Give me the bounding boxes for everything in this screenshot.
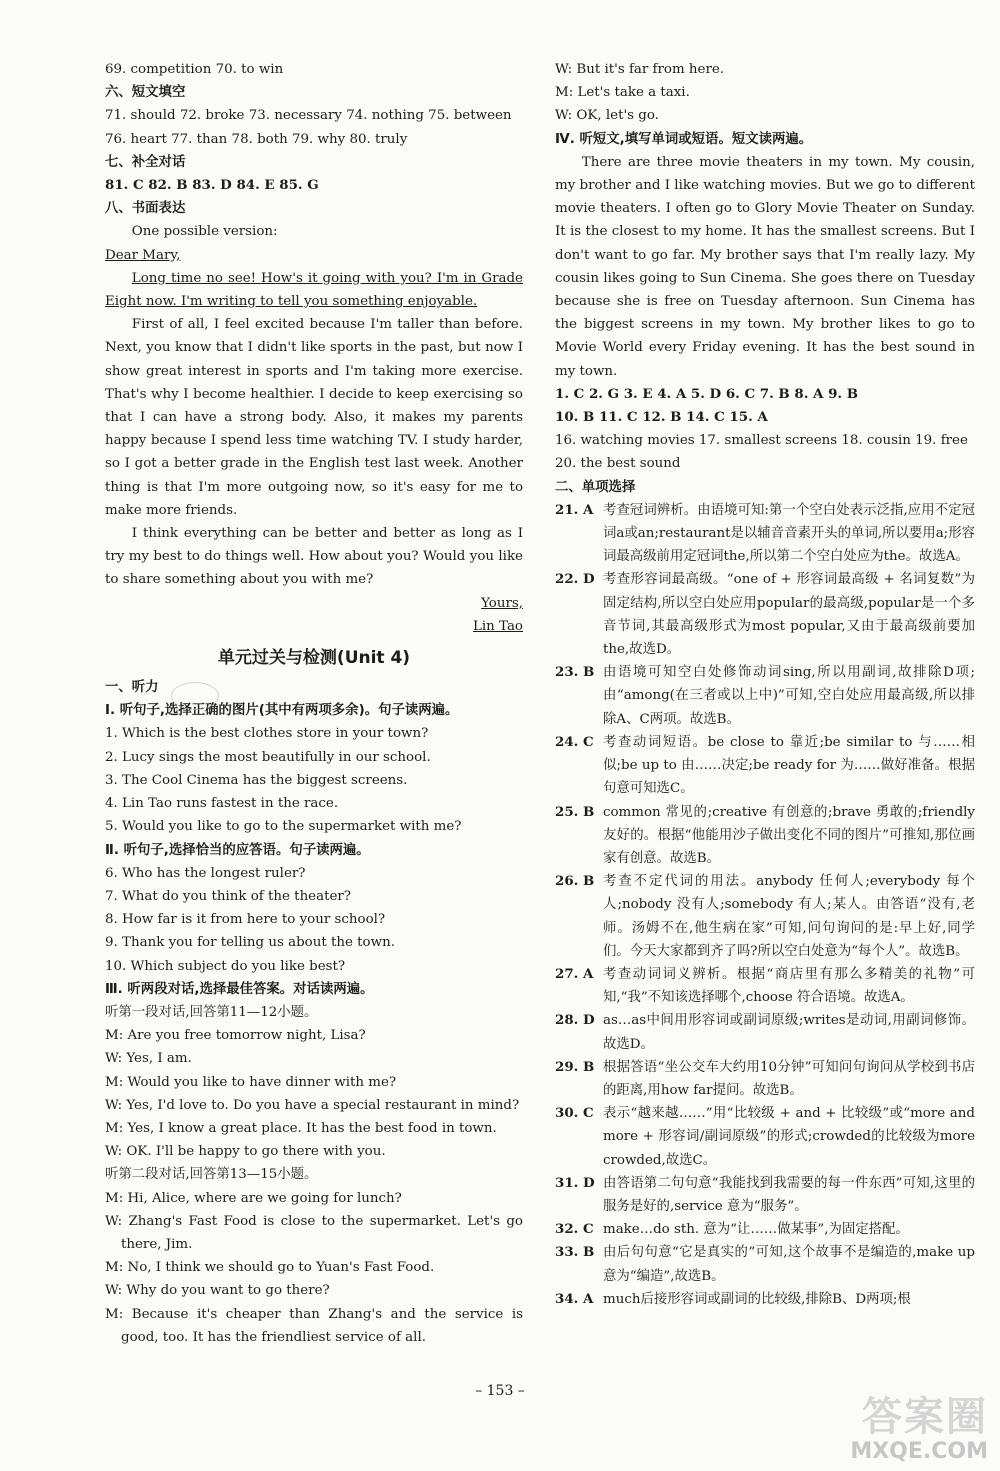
- watermark-url: MXQE.COM: [850, 1439, 988, 1464]
- item-number: 26. B: [555, 873, 595, 890]
- version-label: One possible version:: [131, 224, 278, 240]
- instruction: Ⅱ. 听句子,选择恰当的应答语。句子读两遍。: [105, 842, 370, 858]
- item-text: 考查形容词最高级。“one of + 形容词最高级 + 名词复数”为固定结构,所以空白处应用popular的最高级,popular是一个多音节词,其最高级形式为most popular,又由于最高级前要加the,故选D。: [603, 572, 975, 658]
- item-number: 31. D: [555, 1174, 595, 1191]
- answer-line: 69. competition 70. to win: [105, 62, 284, 77]
- watermark-text: 答案圈: [862, 1394, 988, 1440]
- section-heading: 六、短文填空: [105, 85, 186, 101]
- explanation-item: [555, 1172, 975, 1218]
- explanation-item: [555, 661, 975, 731]
- dialogue-line: W: Yes, I'd love to. Do you have a special restaurant in mind?: [105, 1097, 520, 1113]
- dialogue-heading: 听第一段对话,回答第11—12小题。: [105, 1004, 318, 1020]
- item-number: 24. C: [555, 733, 594, 750]
- letter-closing: Yours,: [481, 595, 523, 611]
- item-number: 21. A: [555, 501, 594, 518]
- explanation-item: [555, 568, 975, 661]
- section-heading: 七、补全对话: [105, 154, 186, 170]
- dialogue-line: W: Yes, I am.: [105, 1051, 192, 1067]
- explanation-item: [555, 1241, 975, 1287]
- item-text: 由答语第二句句意“我能找到我需要的每一件东西”可知,这里的服务是好的,service 意为“服务”。: [603, 1175, 975, 1214]
- dialogue-line: W: But it's far from here.: [555, 62, 725, 77]
- explanation-item: [555, 1102, 975, 1172]
- section-heading: 二、单项选择: [555, 479, 636, 495]
- item-text: 表示“越来越……”用“比较级 + and + 比较级”或“more and more + 形容词/副词原级”的形式;crowded的比较级为more crowded,故选C。: [603, 1106, 975, 1168]
- watermark-logo: [778, 1395, 988, 1467]
- listening-item: 2. Lucy sings the most beautifully in our school.: [105, 749, 431, 765]
- explanation-item: [555, 870, 975, 963]
- item-number: 22. D: [555, 571, 595, 588]
- explanation-item: [555, 963, 975, 1009]
- answer-line: 16. watching movies 17. smallest screens 18. cousin 19. free: [555, 433, 968, 449]
- item-number: 23. B: [555, 664, 595, 681]
- section-heading: 八、书面表达: [105, 201, 186, 217]
- instruction: Ⅰ. 听句子,选择正确的图片(其中有两项多余)。句子读两遍。: [105, 703, 459, 719]
- item-number: 29. B: [555, 1058, 595, 1075]
- dialogue-line: M: Would you like to have dinner with me?: [105, 1074, 397, 1090]
- letter-signature: Lin Tao: [473, 618, 523, 634]
- listening-item: 3. The Cool Cinema has the biggest screens.: [105, 772, 408, 788]
- right-column: [555, 58, 975, 1311]
- dialogue-line: W: Why do you want to go there?: [105, 1283, 330, 1299]
- explanation-list: [555, 499, 975, 1311]
- explanation-item: [555, 1009, 975, 1055]
- answer-line: 1. C 2. G 3. E 4. A 5. D 6. C 7. B 8. A 9. B: [555, 385, 859, 402]
- dialogue-line: M: Because it's cheaper than Zhang's and the service is good, too. It has the friendliest service of all.: [105, 1306, 523, 1345]
- dialogue-line: M: Yes, I know a great place. It has the best food in town.: [105, 1120, 497, 1136]
- item-text: 考查动词词义辨析。根据“商店里有那么多精美的礼物”可知,“我”不知该选择哪个,choose 符合语境。故选A。: [603, 966, 975, 1006]
- item-text: 考查不定代词的用法。anybody 任何人;everybody 每个人;nobody 没有人;somebody 有人;某人。由答语“没有,老师。汤姆不在,他生病在家”可知,问句询问的是:早上好,同学们。今天大家都到齐了吗?所以空白处意为“每个人”。故选B。: [603, 874, 975, 959]
- instruction: Ⅳ. 听短文,填写单词或短语。短文读两遍。: [555, 131, 813, 147]
- answer-line: 81. C 82. B 83. D 84. E 85. G: [105, 177, 319, 194]
- dialogue-heading: 听第二段对话,回答第13—15小题。: [105, 1167, 318, 1183]
- dialogue-line: M: Are you free tomorrow night, Lisa?: [105, 1028, 366, 1044]
- listening-passage: There are three movie theaters in my town. My cousin, my brother and I like watching movies. But we go to different movie theaters. I often go to Glory Movie Theater on Sunday. It is the closest to my home. It has the smallest screens. But I don't want to go far. My brother says that I'm really lazy. My cousin likes going to Sun Cinema. She goes there on Tuesday because she is free on Tuesday afternoon. Sun Cinema has the biggest screens in my town. My brother likes to go to Movie World every Friday evening. It has the best sound in my town.: [555, 154, 975, 379]
- letter-paragraph: Long time no see! How's it going with you? I'm in Grade Eight now. I'm writing to tell you something enjoyable.: [105, 270, 523, 310]
- item-number: 28. D: [555, 1012, 595, 1029]
- explanation-item: [555, 731, 975, 801]
- answer-line: 10. B 11. C 12. B 14. C 15. A: [555, 409, 768, 426]
- explanation-item: [555, 1056, 975, 1102]
- item-text: common 常见的;creative 有创意的;brave 勇敢的;friendly 友好的。根据“他能用沙子做出变化不同的图片”可推知,那位画家有创意。故选B。: [603, 804, 975, 866]
- item-number: 33. B: [555, 1244, 595, 1261]
- listening-item: 5. Would you like to go to the supermarket with me?: [105, 819, 462, 835]
- dialogue-line: M: Hi, Alice, where are we going for lunch?: [105, 1190, 402, 1206]
- dialogue-line: W: OK. I'll be happy to go there with you.: [105, 1144, 386, 1160]
- explanation-item: [555, 1218, 975, 1241]
- item-text: much后接形容词或副词的比较级,排除B、D两项;根: [603, 1291, 911, 1307]
- listening-item: 1. Which is the best clothes store in your town?: [105, 726, 429, 742]
- dialogue-line: W: Zhang's Fast Food is close to the supermarket. Let's go there, Jim.: [105, 1213, 523, 1252]
- answer-line: 76. heart 77. than 78. both 79. why 80. truly: [105, 131, 408, 147]
- letter-salutation: Dear Mary,: [105, 247, 181, 263]
- item-number: 34. A: [555, 1290, 594, 1307]
- item-text: 由语境可知空白处修饰动词sing,所以用副词,故排除D项;由“among(在三者或以上中)”可知,空白处应用最高级,所以排除A、C两项。故选B。: [603, 665, 975, 727]
- stamp-mark: [171, 682, 219, 710]
- letter-paragraph: First of all, I feel excited because I'm taller than before. Next, you know that I didn't like sports in the past, but now I show great interest in sports and I'm taking more exercise. That's why I become healthier. I decide to keep exercising so that I can have a strong body. Also, it makes my parents happy because I spend less time watching TV. I study harder, so I got a better grade in the English test last week. Another thing is that I'm more outgoing now, so it's easy for me to make more friends.: [105, 317, 523, 518]
- item-number: 27. A: [555, 965, 594, 982]
- item-text: as…as中间用形容词或副词原级;writes是动词,用副词修饰。故选D。: [603, 1013, 975, 1052]
- answer-line: 20. the best sound: [555, 456, 681, 472]
- left-column: [105, 58, 523, 1349]
- dialogue-line: W: OK, let's go.: [555, 108, 659, 124]
- item-number: 25. B: [555, 803, 595, 820]
- item-text: make…do sth. 意为“让……做某事”,为固定搭配。: [603, 1222, 909, 1238]
- section-heading: [105, 676, 523, 699]
- page-number: – 153 –: [475, 1383, 525, 1399]
- item-number: 30. C: [555, 1105, 594, 1122]
- item-text: 根据答语“坐公交车大约用10分钟”可知问句询问从学校到书店的距离,用how far提问。故选B。: [603, 1059, 975, 1098]
- listening-item: 7. What do you think of the theater?: [105, 888, 351, 904]
- instruction: Ⅲ. 听两段对话,选择最佳答案。对话读两遍。: [105, 981, 374, 997]
- item-text: 由后句句意“它是真实的”可知,这个故事不是编造的,make up 意为“编造”,故选B。: [603, 1245, 975, 1284]
- item-number: 32. C: [555, 1221, 594, 1238]
- listening-item: 4. Lin Tao runs fastest in the race.: [105, 796, 339, 812]
- explanation-item: [555, 801, 975, 871]
- explanation-item: [555, 499, 975, 569]
- item-text: 考查冠词辨析。由语境可知:第一个空白处表示泛指,应用不定冠词a或an;restaurant是以辅音音素开头的单词,所以要用a;形容词最高级前用定冠词the,所以第二个空白处应为the。故选A。: [603, 502, 975, 565]
- answer-line: 71. should 72. broke 73. necessary 74. nothing 75. between: [105, 108, 512, 124]
- dialogue-line: M: No, I think we should go to Yuan's Fast Food.: [105, 1260, 435, 1276]
- section-heading-text: 一、听力: [105, 680, 159, 696]
- explanation-item: [555, 1288, 975, 1311]
- listening-item: 10. Which subject do you like best?: [105, 958, 346, 974]
- listening-item: 6. Who has the longest ruler?: [105, 865, 306, 881]
- listening-item: 8. How far is it from here to your school?: [105, 912, 386, 928]
- unit-title: 单元过关与检测(Unit 4): [217, 648, 411, 669]
- dialogue-line: M: Let's take a taxi.: [555, 85, 690, 101]
- item-text: 考查动词短语。be close to 靠近;be similar to 与……相似;be up to 由……决定;be ready for 为……做好准备。根据句意可知选C。: [603, 734, 975, 797]
- listening-item: 9. Thank you for telling us about the town.: [105, 935, 395, 951]
- letter-paragraph: I think everything can be better and better as long as I try my best to do things well. How about you? Would you like to share something about you with me?: [105, 526, 523, 588]
